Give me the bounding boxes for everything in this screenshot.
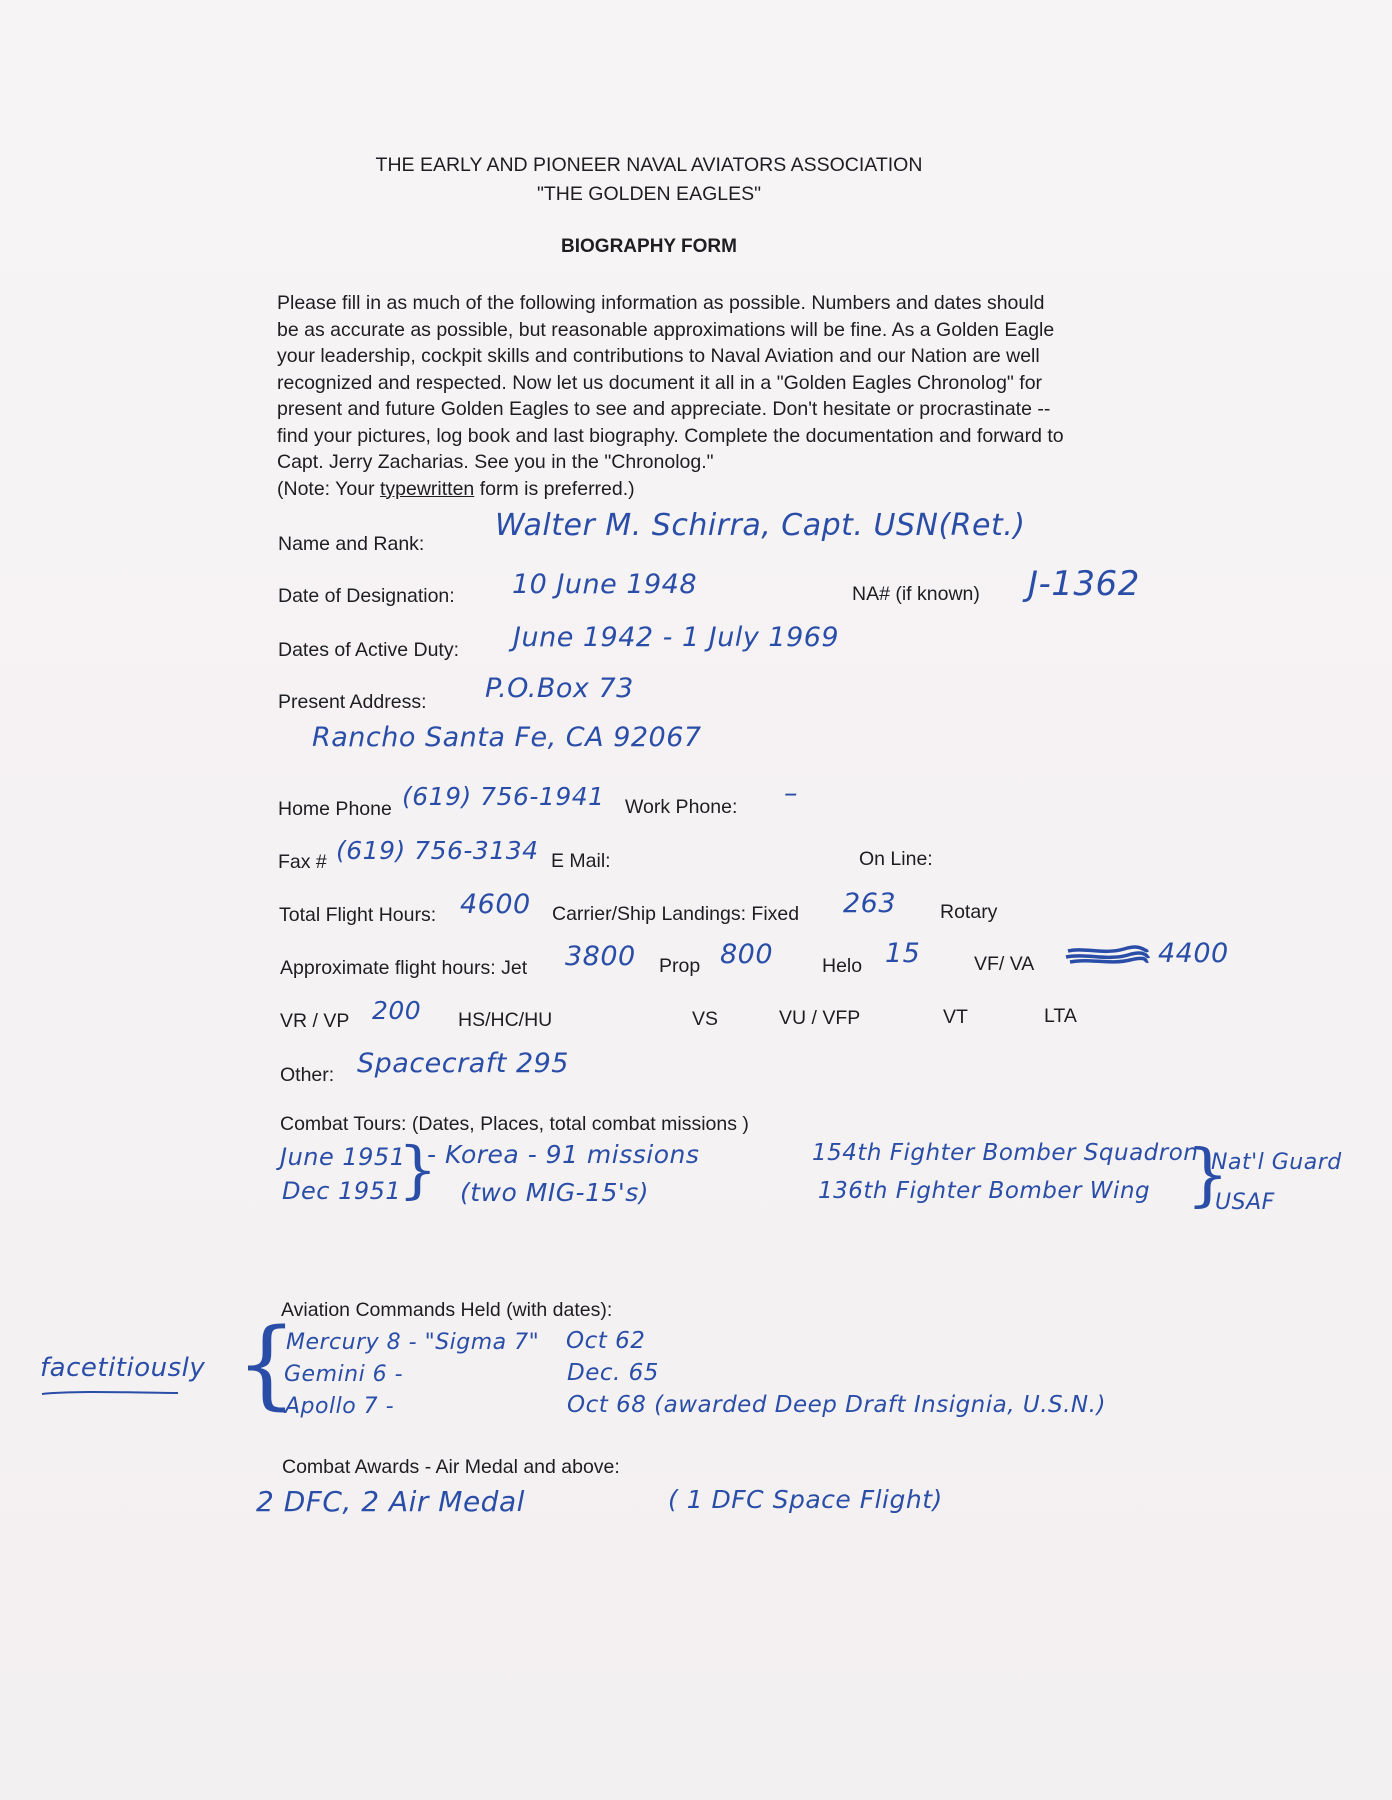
rotary-label: Rotary xyxy=(940,901,998,923)
fax-label: Fax # xyxy=(278,851,327,873)
awards-value: 2 DFC, 2 Air Medal xyxy=(256,1485,525,1518)
work-phone-label: Work Phone: xyxy=(625,796,738,818)
jet-value: 3800 xyxy=(565,941,636,972)
combat-dates-2: Dec 1951 xyxy=(282,1177,402,1205)
landings-label: Carrier/Ship Landings: Fixed xyxy=(552,903,800,925)
vf-va-label: VF/ VA xyxy=(974,953,1035,975)
unit-1-value: 154th Fighter Bomber Squadron xyxy=(812,1140,1199,1166)
combat-tours-label: Combat Tours: (Dates, Places, total combat missions ) xyxy=(280,1113,749,1135)
active-duty-value: June 1942 - 1 July 1969 xyxy=(513,622,840,653)
command-2: Gemini 6 - xyxy=(284,1362,404,1387)
instruction-line: your leadership, cockpit skills and contributions to Naval Aviation and our Nation are well xyxy=(277,345,1040,367)
instruction-note: (Note: Your typewritten form is preferred.) xyxy=(277,477,635,500)
vf-va-value: 4400 xyxy=(1158,938,1229,969)
unit-org-2: USAF xyxy=(1215,1190,1275,1215)
designation-date-value: 10 June 1948 xyxy=(512,569,698,600)
total-hours-label: Total Flight Hours: xyxy=(279,904,437,926)
name-rank-value: Walter M. Schirra, Capt. USN(Ret.) xyxy=(495,508,1026,543)
crossed-out-scribble xyxy=(1064,943,1150,967)
margin-note: facetitiously xyxy=(40,1353,206,1383)
awards-note: ( 1 DFC Space Flight) xyxy=(668,1485,943,1514)
home-phone-value: (619) 756-1941 xyxy=(402,782,605,811)
commands-brace: { xyxy=(236,1308,298,1420)
active-duty-label: Dates of Active Duty: xyxy=(278,639,459,661)
combat-dates-brace: } xyxy=(398,1133,438,1206)
landings-fixed-value: 263 xyxy=(843,888,897,919)
helo-label: Helo xyxy=(822,955,863,977)
online-label: On Line: xyxy=(859,848,933,870)
na-number-value: J-1362 xyxy=(1028,564,1140,604)
association-subtitle: "THE GOLDEN EAGLES" xyxy=(536,183,762,205)
vr-vp-value: 200 xyxy=(372,996,422,1025)
typewritten-underlined: typewritten xyxy=(379,477,475,500)
helo-value: 15 xyxy=(885,938,921,969)
unit-2-value: 136th Fighter Bomber Wing xyxy=(818,1178,1151,1204)
address-line2-value: Rancho Santa Fe, CA 92067 xyxy=(312,722,702,753)
prop-label: Prop xyxy=(659,955,701,977)
total-hours-value: 4600 xyxy=(460,889,531,920)
address-label: Present Address: xyxy=(278,691,427,713)
instruction-line: find your pictures, log book and last biography. Complete the documentation and forward to xyxy=(277,424,1064,447)
unit-org-1: Nat'l Guard xyxy=(1211,1150,1342,1175)
unit-brace: } xyxy=(1186,1136,1230,1215)
work-phone-value: – xyxy=(784,778,798,809)
association-title: THE EARLY AND PIONEER NAVAL AVIATORS ASSOCIATION xyxy=(375,154,923,176)
other-value: Spacecraft 295 xyxy=(357,1048,569,1079)
address-line1-value: P.O.Box 73 xyxy=(485,673,634,704)
name-rank-label: Name and Rank: xyxy=(278,533,425,555)
form-title: BIOGRAPHY FORM xyxy=(561,236,737,257)
instruction-line: present and future Golden Eagles to see and appreciate. Don't hesitate or procrastinate -- xyxy=(277,398,1051,420)
command-1-date: Oct 62 xyxy=(566,1328,646,1354)
lta-label: LTA xyxy=(1044,1005,1077,1027)
vr-vp-label: VR / VP xyxy=(280,1010,350,1032)
command-3-date: Oct 68 (awarded Deep Draft Insignia, U.S.N.) xyxy=(567,1392,1106,1418)
fax-value: (619) 756-3134 xyxy=(336,836,539,865)
combat-dates-1: June 1951 xyxy=(280,1143,406,1171)
combat-place-value: - Korea - 91 missions xyxy=(427,1140,700,1169)
other-label: Other: xyxy=(280,1064,335,1086)
combat-note-value: (two MIG-15's) xyxy=(460,1178,650,1207)
email-label: E Mail: xyxy=(551,850,611,872)
command-2-date: Dec. 65 xyxy=(567,1360,659,1386)
commands-label: Aviation Commands Held (with dates): xyxy=(281,1299,613,1321)
instruction-line: Please fill in as much of the following information as possible. Numbers and dates should xyxy=(277,292,1045,314)
awards-label: Combat Awards - Air Medal and above: xyxy=(282,1456,620,1478)
hs-hc-hu-label: HS/HC/HU xyxy=(458,1009,553,1031)
command-3: Apollo 7 - xyxy=(285,1394,395,1419)
designation-date-label: Date of Designation: xyxy=(278,585,455,607)
vu-vfp-label: VU / VFP xyxy=(779,1007,861,1029)
vt-label: VT xyxy=(943,1006,968,1028)
home-phone-label: Home Phone xyxy=(278,798,392,820)
prop-value: 800 xyxy=(720,939,774,970)
approx-hours-label: Approximate flight hours: Jet xyxy=(280,957,528,979)
instruction-line: Capt. Jerry Zacharias. See you in the "Chronolog." xyxy=(277,451,714,473)
instruction-line: be as accurate as possible, but reasonable approximations will be fine. As a Golden Eagle xyxy=(277,318,1055,341)
instructions-paragraph xyxy=(277,290,1237,502)
vs-label: VS xyxy=(692,1008,719,1030)
command-1: Mercury 8 - "Sigma 7" xyxy=(286,1330,540,1355)
na-number-label: NA# (if known) xyxy=(852,583,980,605)
instruction-line: recognized and respected. Now let us document it all in a "Golden Eagles Chronolog" for xyxy=(277,371,1043,394)
margin-note-underline xyxy=(40,1388,180,1398)
